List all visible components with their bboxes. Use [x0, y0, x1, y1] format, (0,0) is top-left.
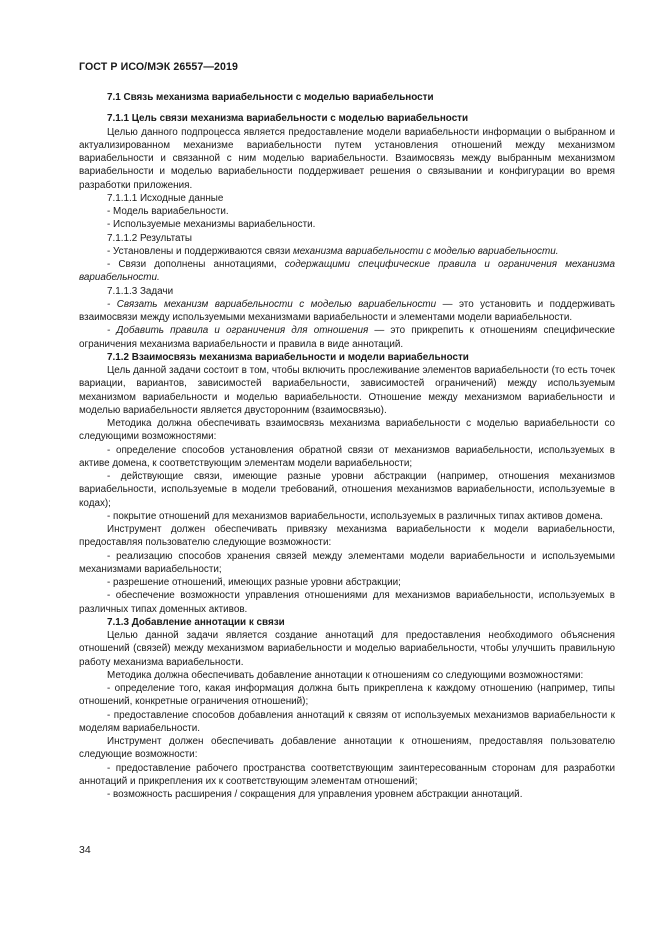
list-item: - Модель вариабельности. — [107, 206, 229, 217]
list-item: - обеспечение возможности управления отношениями для механизмов вариабельности, используемых в различных типах доменных активов. — [79, 590, 615, 615]
list-item: - предоставление рабочего пространства соответствующим заинтересованным сторонам для разработки аннотаций и прикрепления их к соответствующим элементам отношений; — [79, 762, 615, 787]
list-item: - определение способов установления обратной связи от механизмов вариабельности, используемых в активе домена, к соответствующим элементам модели вариабельности; — [79, 444, 615, 469]
paragraph: Инструмент должен обеспечивать добавление аннотации к отношениям, предоставляя пользователю следующие возможности: — [79, 736, 615, 761]
paragraph: Целью данного подпроцесса является предоставление модели вариабельности информации о выбранном и актуализированном механизме вариабельности путем установления отношений между механизмом вариабельности и связанной с ним моделью вариабельности. Взаимосвязь между выбранным механизмом вариабельности и моделью вариабельности поддерживает решения о связывании и конфигурации во время разработки приложения. — [79, 126, 615, 191]
paragraph: Инструмент должен обеспечивать привязку механизма вариабельности к модели вариабельности, предоставляя пользователю следующие возможности: — [79, 524, 615, 549]
list-item-text: — это прикрепить к отношениям специфические ограничения механизма вариабельности и правила в виде аннотаций. — [79, 325, 615, 350]
list-item-italic: механизма вариабельности с моделью вариабельности. — [292, 245, 559, 257]
section-heading-7-1-3: 7.1.3 Добавление аннотации к связи — [107, 616, 285, 628]
page-number: 34 — [79, 844, 91, 856]
list-item: - покрытие отношений для механизмов вариабельности, используемых в различных типах активов домена. — [107, 510, 603, 522]
paragraph: Целью данной задачи является создание аннотаций для предоставления необходимого объяснения отношений (связей) между механизмом вариабельности и моделью вариабельности, чтобы улучшить правильную работу механизма вариабельности. — [79, 630, 615, 668]
list-item — [79, 324, 615, 351]
list-item-text: — это установить и поддерживать взаимосвязи между используемыми механизмами вариабельности и элементами модели вариабельности. — [79, 298, 615, 323]
subsection-heading: 7.1.1.1 Исходные данные — [107, 192, 224, 204]
list-item: - Используемые механизмы вариабельности. — [107, 219, 316, 231]
subsection-heading: 7.1.1.2 Результаты — [107, 232, 192, 244]
list-item-text: - Установлены и поддерживаются связи — [107, 245, 293, 257]
section-heading-7-1-2: 7.1.2 Взаимосвязь механизма вариабельности и модели вариабельности — [107, 351, 469, 363]
paragraph: Методика должна обеспечивать добавление аннотации к отношениям со следующими возможностями: — [107, 669, 584, 681]
paragraph: Методика должна обеспечивать взаимосвязь механизма вариабельности с моделью вариабельности со следующими возможностями: — [79, 418, 615, 443]
list-item: - возможность расширения / сокращения для управления уровнем абстракции аннотаций. — [107, 789, 523, 800]
subsection-heading: 7.1.1.3 Задачи — [107, 285, 174, 297]
list-item — [79, 245, 615, 258]
list-item-italic: содержащими специфические правила и ограничения механизма вариабельности. — [79, 259, 616, 284]
paragraph: Цель данной задачи состоит в том, чтобы включить прослеживание элементов вариабельности (то есть точек вариации, вариантов, зависимостей вариабельности, зависимостей ограничений) между используемым механизмом вариабельности и моделью вариабельности. Отношение между механизмом вариабельности и моделью вариабельности является двусторонним (взаимосвязью). — [79, 365, 615, 416]
page-body — [79, 91, 615, 801]
list-item-italic: - Связать механизм вариабельности с моделью вариабельности — [107, 298, 437, 310]
list-item: - определение того, какая информация должна быть прикреплена к каждому отношению (например, типы отношений, конкретные ограничения отношений); — [79, 683, 615, 708]
section-heading-7-1: 7.1 Связь механизма вариабельности с моделью вариабельности — [107, 92, 434, 103]
list-item — [79, 258, 615, 285]
section-heading-7-1-1: 7.1.1 Цель связи механизма вариабельности с моделью вариабельности — [107, 113, 469, 125]
list-item: - предоставление способов добавления аннотаций к связям от используемых механизмов вариабельности к моделям вариабельности. — [79, 709, 615, 734]
list-item-text: - Связи дополнены аннотациями, — [107, 259, 285, 270]
list-item: - разрешение отношений, имеющих разные уровни абстракции; — [107, 577, 401, 588]
list-item: - реализацию способов хранения связей между элементами модели вариабельности и используемыми механизмами вариабельности; — [79, 550, 615, 575]
list-item-italic: - Добавить правила и ограничения для отношения — [107, 325, 369, 337]
list-item — [79, 298, 615, 325]
list-item: - действующие связи, имеющие разные уровни абстракции (например, отношения механизмов вариабельности, используемые в модели требований, отношения механизмов вариабельности, используемые в кодах); — [79, 471, 615, 509]
document-header: ГОСТ Р ИСО/МЭК 26557—2019 — [79, 61, 238, 73]
